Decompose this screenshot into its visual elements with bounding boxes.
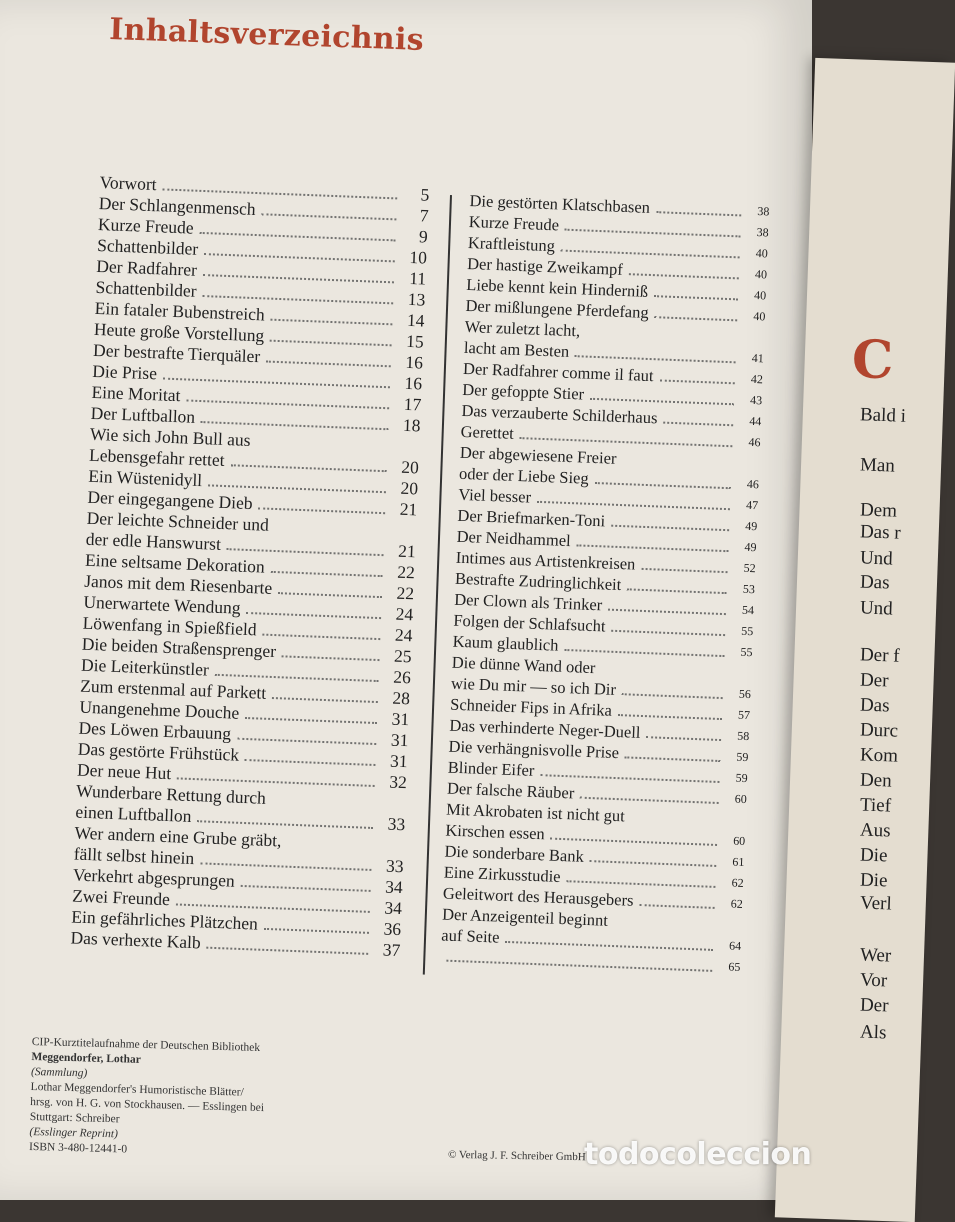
toc-entry-page: 18 xyxy=(402,414,421,436)
toc-entry-label: Der gefoppte Stier xyxy=(461,379,585,404)
toc-entry-page: 49 xyxy=(745,518,758,534)
toc-entry-page: 17 xyxy=(403,393,422,415)
right-page-line: Aus xyxy=(859,819,891,842)
toc-entry-label: Heute große Vorstellung xyxy=(93,318,265,346)
toc-entry-page: 38 xyxy=(757,204,770,219)
cip-line: Stuttgart: Schreiber xyxy=(29,1110,120,1126)
toc-entry-label: Die beiden Straßensprenger xyxy=(81,633,277,662)
right-page-line: Bald i xyxy=(859,404,907,427)
toc-entry-page: 9 xyxy=(418,226,429,247)
toc-entry-page: 31 xyxy=(390,729,409,751)
right-page-line: Das r xyxy=(859,521,902,544)
dot-leader xyxy=(446,960,712,972)
toc-entry-label: Die Prise xyxy=(91,360,158,384)
toc-entry-page: 24 xyxy=(395,603,414,625)
toc-entry-label: der edle Hanswurst xyxy=(85,528,222,554)
toc-entry-page: 7 xyxy=(419,205,429,226)
dot-leader xyxy=(230,464,386,472)
dot-leader xyxy=(566,880,715,888)
dot-leader xyxy=(627,588,727,594)
dot-leader xyxy=(227,548,384,556)
toc-entry-label-line: Der leichte Schneider und xyxy=(86,507,270,535)
toc-entry-page: 44 xyxy=(749,413,762,429)
toc-entry-page: 62 xyxy=(731,875,744,891)
toc-entry-page: 20 xyxy=(400,477,419,499)
toc-entry-page: 41 xyxy=(751,350,765,366)
dot-leader xyxy=(611,630,725,636)
toc-entry-label: Liebe kennt kein Hinderniß xyxy=(466,274,649,301)
toc-entry-label: Eine seltsame Dekoration xyxy=(84,549,266,577)
toc-entry-page: 43 xyxy=(749,392,763,408)
toc-column-left xyxy=(70,172,430,961)
toc-entry-page: 16 xyxy=(404,372,423,394)
right-page-line: Man xyxy=(859,454,896,477)
dot-leader xyxy=(245,717,377,724)
toc-entry-label: Der neue Hut xyxy=(76,759,172,784)
toc-entry-page: 22 xyxy=(396,561,416,583)
toc-entry-label: Der Briefmarken-Toni xyxy=(457,505,606,531)
decorative-initial-icon: C xyxy=(852,330,894,391)
dot-leader xyxy=(580,797,719,804)
toc-entry-label: Schattenbilder xyxy=(95,276,197,301)
right-page-line: Das xyxy=(859,571,890,594)
toc-entry-label-line: Wunderbare Rettung durch xyxy=(75,780,267,808)
toc-entry-page: 31 xyxy=(389,750,408,772)
toc-entry-label: Kraftleistung xyxy=(467,232,556,256)
dot-leader xyxy=(594,482,730,489)
cip-catalog-record xyxy=(29,1035,266,1161)
toc-entry-page: 37 xyxy=(382,939,401,961)
right-page-line: Verl xyxy=(859,892,893,915)
toc-entry-page: 46 xyxy=(746,476,760,492)
toc-entry-label: Schneider Fips in Afrika xyxy=(449,694,613,720)
toc-entry-page: 10 xyxy=(409,246,428,268)
toc-entry-label: Der bestrafte Tierquäler xyxy=(92,339,261,367)
toc-entry-label: Ein Wüstenidyll xyxy=(87,465,203,491)
toc-entry-label: Der Radfahrer comme il faut xyxy=(462,358,654,386)
dot-leader xyxy=(663,422,733,427)
toc-entry-page: 58 xyxy=(736,728,750,744)
dot-leader xyxy=(272,697,378,703)
right-page-line: Der xyxy=(859,994,889,1017)
toc-entry-label: Bestrafte Zudringlichkeit xyxy=(454,568,622,595)
toc-entry-label-line: Der abgewiesene Freier xyxy=(459,442,617,468)
dot-leader xyxy=(646,736,721,741)
dot-leader xyxy=(246,612,381,619)
dot-leader xyxy=(261,213,396,220)
dot-leader xyxy=(608,609,726,616)
toc-entry-label: fällt selbst hinein xyxy=(73,843,195,869)
toc-entry-page: 22 xyxy=(396,582,415,604)
toc-column-right xyxy=(440,190,770,978)
toc-entry-label: Unangenehme Douche xyxy=(79,696,240,723)
toc-entry-label: Zum erstenmal auf Parkett xyxy=(79,675,267,703)
toc-entry-label: einen Luftballon xyxy=(75,801,192,826)
toc-entry-page: 20 xyxy=(401,456,420,478)
toc-entry-label: Der Clown als Trinker xyxy=(453,589,603,615)
toc-entry-page: 33 xyxy=(387,813,406,835)
dot-leader xyxy=(639,904,714,909)
toc-entry-label: Kirschen essen xyxy=(445,820,546,844)
toc-entry-page: 40 xyxy=(755,246,769,261)
toc-entry-label: Der Luftballon xyxy=(90,402,196,427)
dot-leader xyxy=(659,379,734,384)
toc-entry-label: Die sonderbare Bank xyxy=(444,841,585,866)
right-page-line: Als xyxy=(859,1021,887,1044)
right-page-line: Die xyxy=(859,844,888,867)
toc-entry-label: Lebensgefahr rettet xyxy=(88,444,225,470)
toc-entry-label: Janos mit dem Riesenbarte xyxy=(83,570,273,598)
dot-leader xyxy=(654,316,737,321)
toc-entry-page: 46 xyxy=(748,434,761,450)
cip-isbn: ISBN 3-480-12441-0 xyxy=(28,1140,128,1156)
toc-entry-page: 62 xyxy=(730,896,744,911)
toc-entry-page: 60 xyxy=(732,833,746,849)
dot-leader xyxy=(611,525,729,532)
toc-entry-page: 32 xyxy=(388,771,408,793)
cip-line: (Esslinger Reprint) xyxy=(29,1125,119,1141)
toc-entry-label: Der falsche Räuber xyxy=(446,778,575,803)
right-page-line: Den xyxy=(859,769,893,792)
toc-entry-label: Das verzauberte Schilderhaus xyxy=(461,400,658,428)
right-page-line: Vor xyxy=(859,969,888,992)
right-page-line: Und xyxy=(859,547,894,570)
toc-entry-page: 5 xyxy=(420,184,430,205)
toc-entry-page: 60 xyxy=(734,791,748,807)
dot-leader xyxy=(258,507,385,514)
right-page-line: Kom xyxy=(859,744,899,767)
right-page-line: Der xyxy=(859,669,889,692)
dot-leader xyxy=(271,571,383,577)
toc-entry-label: Die verhängnisvolle Prise xyxy=(448,736,620,763)
dot-leader xyxy=(656,211,741,216)
toc-entry-page: 26 xyxy=(392,666,412,688)
toc-entry-label: Der Neidhammel xyxy=(456,526,572,551)
toc-entry-label: Verkehrt abgesprungen xyxy=(72,864,236,891)
toc-entry-page: 54 xyxy=(741,602,755,618)
dot-leader xyxy=(262,634,380,641)
dot-leader xyxy=(237,738,376,745)
toc-entry-page: 55 xyxy=(741,623,754,639)
dot-leader xyxy=(629,273,739,279)
toc-entry-label: Eine Zirkusstudie xyxy=(443,862,561,886)
toc-entry-label: Ein gefährliches Plätzchen xyxy=(71,906,259,934)
toc-entry-page: 13 xyxy=(407,288,426,310)
toc-entry-label: Der Schlangenmensch xyxy=(98,192,257,219)
toc-entry-label-line: Wer zuletzt lacht, xyxy=(464,316,581,341)
toc-entry-page: 64 xyxy=(728,938,742,953)
toc-entry-page: 49 xyxy=(744,539,757,555)
dot-leader xyxy=(625,756,721,762)
right-page-line: Und xyxy=(859,597,894,620)
page-title: Inhaltsverzeichnis xyxy=(108,12,425,58)
toc-entry-label: Blinder Eifer xyxy=(447,757,535,780)
toc-entry-page: 16 xyxy=(405,351,424,373)
toc-entry-page: 40 xyxy=(753,308,766,324)
dot-leader xyxy=(622,693,723,699)
toc-entry-label-line: Wer andern eine Grube gräbt, xyxy=(74,822,282,851)
cip-line: hrsg. von H. G. von Stockhausen. — Esslingen bei xyxy=(30,1095,265,1115)
publisher-note: © Verlag J. F. Schreiber GmbH xyxy=(447,1148,586,1164)
toc-entry-label: lacht am Besten xyxy=(463,337,570,361)
toc-entry-label: Viel besser xyxy=(457,484,532,507)
dot-leader xyxy=(240,885,370,892)
toc-entry-label-line: Mit Akrobaten ist nicht gut xyxy=(445,799,626,826)
toc-entry-page: 55 xyxy=(740,644,753,660)
toc-entry-page: 33 xyxy=(385,855,404,877)
toc-entry-page: 47 xyxy=(745,497,759,513)
dot-leader xyxy=(564,649,724,657)
dot-leader xyxy=(654,295,738,300)
dot-leader xyxy=(282,655,380,661)
right-page-line: Die xyxy=(859,869,888,892)
cip-line: CIP-Kurztitelaufnahme der Deutschen Bibliothek xyxy=(31,1035,261,1054)
toc-entry-page: 14 xyxy=(406,309,425,331)
toc-entry-page: 34 xyxy=(384,897,403,919)
toc-entry-page: 34 xyxy=(384,876,404,898)
dot-leader xyxy=(590,860,717,867)
toc-entry-page: 31 xyxy=(391,708,410,730)
toc-entry-page: 21 xyxy=(397,540,417,562)
toc-entry-label: Kurze Freude xyxy=(97,213,195,238)
dot-leader xyxy=(206,947,368,955)
right-page-line: Das xyxy=(859,694,890,717)
dot-leader xyxy=(641,568,727,573)
dot-leader xyxy=(278,592,382,598)
toc-entry-page: 38 xyxy=(756,225,769,240)
dot-leader xyxy=(266,361,391,368)
toc-entry-label: Löwenfang in Spießfield xyxy=(82,612,257,640)
toc-entry-page: 56 xyxy=(738,686,752,702)
toc-entry-page: 40 xyxy=(754,267,768,282)
toc-entry-label: Die Leiterkünstler xyxy=(80,654,210,680)
toc-entry-label: Gerettet xyxy=(460,421,515,443)
right-page-line: Tief xyxy=(859,794,892,817)
dot-leader xyxy=(576,544,728,552)
toc-entry-label: wie Du mir — so ich Dir xyxy=(450,673,617,699)
toc-entry-page: 65 xyxy=(728,959,741,974)
dot-leader xyxy=(590,398,734,406)
dot-leader xyxy=(264,928,369,934)
right-page-line: Dem xyxy=(859,499,898,522)
toc-entry-label: Das verhexte Kalb xyxy=(70,927,202,953)
dot-leader xyxy=(618,714,722,720)
dot-leader xyxy=(270,340,392,347)
toc-entry-label: Das gestörte Frühstück xyxy=(77,738,240,765)
watermark-logo: todocoleccion xyxy=(584,1137,812,1172)
toc-entry-page: 59 xyxy=(736,749,749,765)
cip-line: (Sammlung) xyxy=(30,1065,88,1080)
toc-entry-label: Des Löwen Erbauung xyxy=(78,717,232,744)
toc-entry-page: 52 xyxy=(743,560,756,576)
toc-entry-label: Das verhinderte Neger-Duell xyxy=(449,715,641,742)
toc-entry-label-line: Die dünne Wand oder xyxy=(451,652,596,678)
toc-entry-label: Intimes aus Artistenkreisen xyxy=(455,547,636,574)
toc-entry-label: Kaum glaublich xyxy=(452,631,559,655)
toc-entry-page: 42 xyxy=(750,371,764,387)
toc-entry-label: Kurze Freude xyxy=(468,211,560,235)
toc-entry-page: 57 xyxy=(737,707,751,723)
toc-entry-label: Unerwartete Wendung xyxy=(83,591,241,618)
toc-entry-page: 15 xyxy=(405,330,425,352)
toc-entry-label: oder der Liebe Sieg xyxy=(458,463,590,488)
toc-entry-label: Der Radfahrer xyxy=(96,255,198,280)
toc-entry-label: Geleitwort des Herausgebers xyxy=(442,883,634,910)
toc-entry-label: Der hastige Zweikampf xyxy=(466,253,624,279)
right-page-line: Wer xyxy=(859,944,892,967)
toc-entry-page: 11 xyxy=(408,267,427,289)
toc-entry-label-line: Der Anzeigenteil beginnt xyxy=(441,904,609,930)
dot-leader xyxy=(270,319,392,326)
toc-entry-label: Schattenbilder xyxy=(96,234,199,259)
toc-entry-page: 24 xyxy=(394,624,413,646)
toc-entry-label: Der eingegangene Dieb xyxy=(87,486,253,514)
toc-entry-label: Folgen der Schlafsucht xyxy=(453,610,606,636)
toc-entry-label: Eine Moritat xyxy=(91,381,181,406)
toc-entry-label: Vorwort xyxy=(99,172,158,195)
toc-entry-page: 40 xyxy=(753,287,767,303)
toc-entry-page: 28 xyxy=(392,687,411,709)
toc-entry-label: Der mißlungene Pferdefang xyxy=(465,295,650,322)
toc-entry-page: 21 xyxy=(399,498,418,520)
right-page-line: Der f xyxy=(859,644,900,667)
toc-entry-page: 61 xyxy=(732,854,745,870)
toc-entry-label-line: Wie sich John Bull aus xyxy=(89,423,251,450)
toc-entry-page: 53 xyxy=(742,581,756,597)
dot-leader xyxy=(245,759,376,766)
toc-entry-page: 59 xyxy=(735,770,748,786)
right-page-line: Durc xyxy=(859,719,899,742)
cip-line: Lothar Meggendorfer's Humoristische Blätter/ xyxy=(30,1080,244,1099)
toc-entry-label: Ein fataler Bubenstreich xyxy=(94,297,266,325)
toc-entry-page: 25 xyxy=(393,645,413,667)
toc-entry-label: auf Seite xyxy=(441,925,500,947)
toc-entry-label: Zwei Freunde xyxy=(71,885,171,910)
cip-author: Meggendorfer, Lothar xyxy=(31,1050,141,1066)
toc-entry-label: Die gestörten Klatschbasen xyxy=(469,190,651,217)
toc-entry-page: 36 xyxy=(383,918,402,940)
